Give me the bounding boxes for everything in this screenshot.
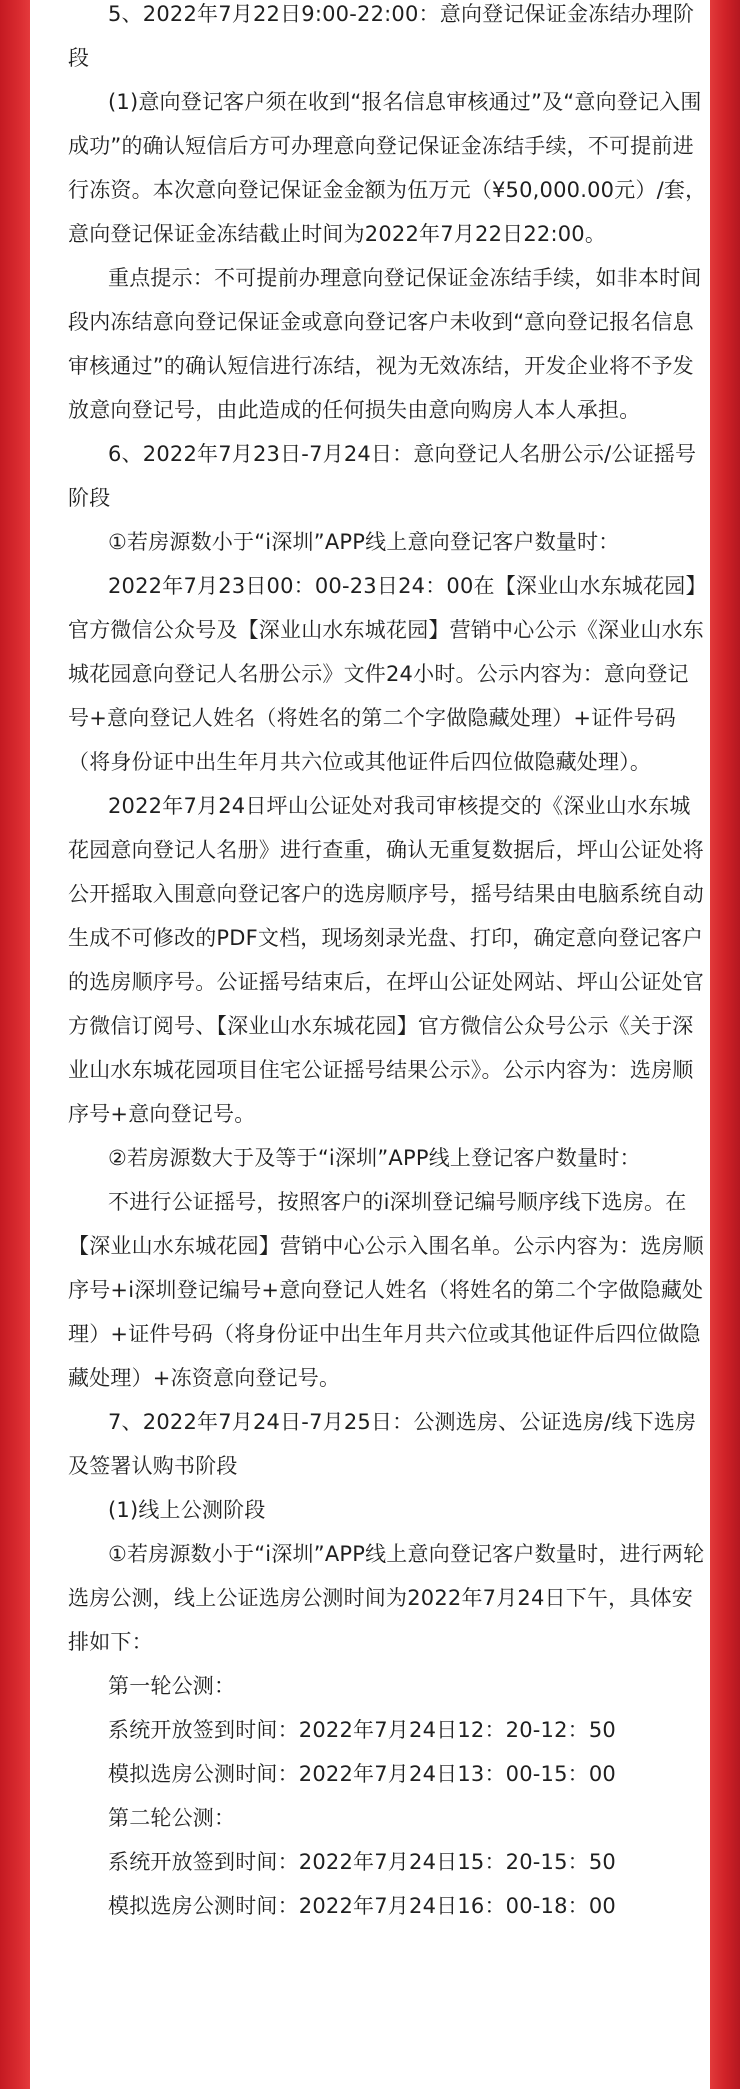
paragraph-roster-publicity: 2022年7月23日00：00-23日24：00在【深业山水东城花园】官方微信公众号及【深业山水东城花园】营销中心公示《深业山水东城花园意向登记人名册公示》文件24小时。公示内容为：意向登记号+意向登记人姓名（将姓名的第二个字做隐藏处理）+证件号码（将身份证中出生年月共六位或其他证件后四位做隐藏处理）。 [68,574,707,774]
document-page [30,0,710,2089]
round-1-test-time: 模拟选房公测时间：2022年7月24日13：00-15：00 [108,1762,616,1786]
round-2-label: 第二轮公测： [108,1806,236,1830]
round-2-checkin-time: 系统开放签到时间：2022年7月24日15：20-15：50 [108,1850,616,1874]
section-5-heading: 5、2022年7月22日9:00-22:00：意向登记保证金冻结办理阶段 [68,2,695,70]
document-body [68,0,709,1928]
paragraph-key-notice: 重点提示：不可提前办理意向登记保证金冻结手续，如非本时间段内冻结意向登记保证金或意向登记客户未收到“意向登记报名信息审核通过”的确认短信进行冻结，视为无效冻结，开发企业将不予发放意向登记号，由此造成的任何损失由意向购房人本人承担。 [68,266,702,422]
paragraph-condition-1: ①若房源数小于“i深圳”APP线上意向登记客户数量时： [108,530,620,554]
round-1-checkin-time: 系统开放签到时间：2022年7月24日12：20-12：50 [108,1718,616,1742]
section-6-heading: 6、2022年7月23日-7月24日：意向登记人名册公示/公证摇号阶段 [68,442,697,510]
paragraph-condition-2: ②若房源数大于及等于“i深圳”APP线上登记客户数量时： [108,1146,641,1170]
paragraph-online-test-stage: (1)线上公测阶段 [108,1498,266,1522]
round-2-test-time: 模拟选房公测时间：2022年7月24日16：00-18：00 [108,1894,616,1918]
paragraph-notarized-lottery: 2022年7月24日坪山公证处对我司审核提交的《深业山水东城花园意向登记人名册》进行查重，确认无重复数据后，坪山公证处将公开摇取入围意向登记客户的选房顺序号，摇号结果由电脑系统自动生成不可修改的PDF文档，现场刻录光盘、打印，确定意向登记客户的选房顺序号。公证摇号结束后，在坪山公证处网站、坪山公证处官方微信订阅号、【深业山水东城花园】官方微信公众号公示《关于深业山水东城花园项目住宅公证摇号结果公示》。公示内容为：选房顺序号+意向登记号。 [68,794,704,1126]
paragraph-deposit-freeze-rules: (1)意向登记客户须在收到“报名信息审核通过”及“意向登记入围成功”的确认短信后方可办理意向登记保证金冻结手续，不可提前进行冻资。本次意向登记保证金金额为伍万元（¥50,000.00元）/套，意向登记保证金冻结截止时间为2022年7月22日22:00。 [68,90,707,246]
round-1-label: 第一轮公测： [108,1674,236,1698]
section-7-heading: 7、2022年7月24日-7月25日：公测选房、公证选房/线下选房及签署认购书阶段 [68,1410,697,1478]
paragraph-test-rounds: ①若房源数小于“i深圳”APP线上意向登记客户数量时，进行两轮选房公测，线上公证选房公测时间为2022年7月24日下午，具体安排如下： [68,1542,705,1654]
paragraph-offline-selection: 不进行公证摇号，按照客户的i深圳登记编号顺序线下选房。在【深业山水东城花园】营销中心公示入围名单。公示内容为：选房顺序号+i深圳登记编号+意向登记人姓名（将姓名的第二个字做隐藏处理）+证件号码（将身份证中出生年月共六位或其他证件后四位做隐藏处理）+冻资意向登记号。 [68,1190,704,1390]
